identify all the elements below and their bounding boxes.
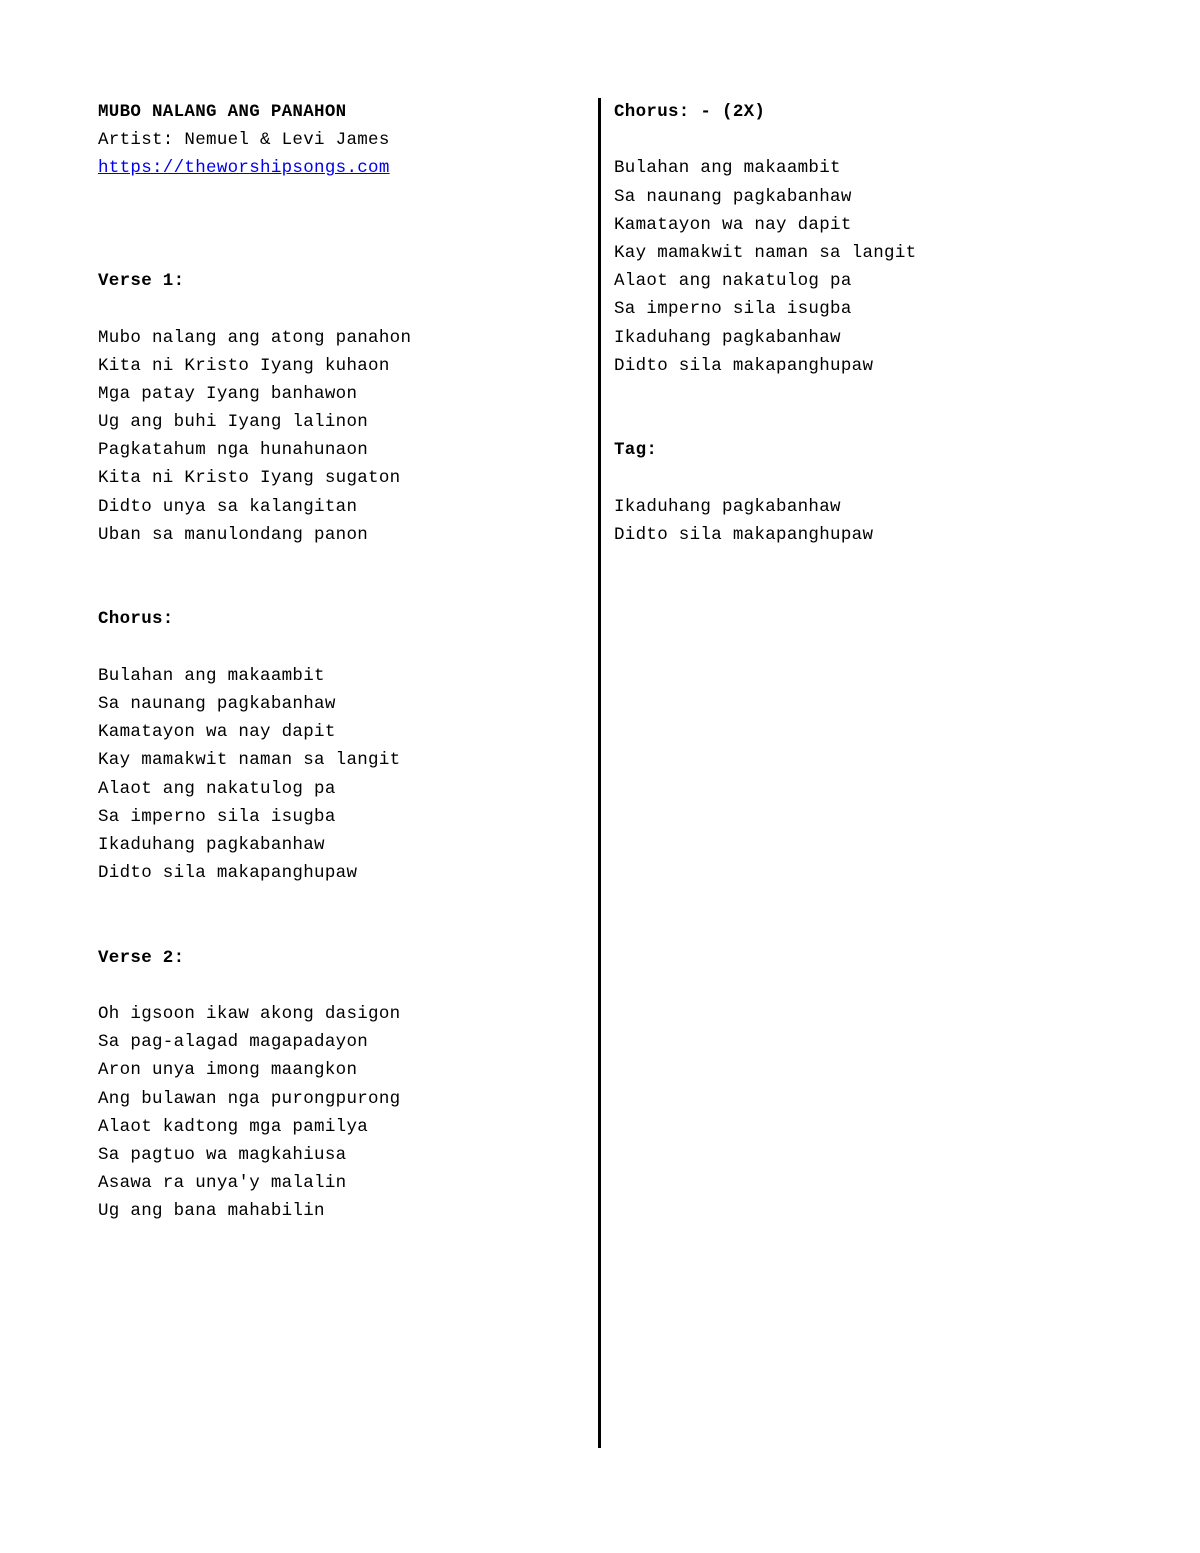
lyric-line: Sa imperno sila isugba: [98, 806, 336, 827]
lyric-line: Oh igsoon ikaw akong dasigon: [98, 1004, 401, 1024]
lyric-line: Sa naunang pagkabanhaw: [98, 693, 336, 714]
lyric-line: Ikaduhang pagkabanhaw: [614, 496, 841, 517]
source-link-row: [98, 154, 578, 182]
source-link[interactable]: https://theworshipsongs.com: [98, 158, 390, 179]
lyric-line: Mga patay Iyang banhawon: [98, 383, 358, 404]
column-divider: [598, 98, 601, 1448]
lyric-line: Aron unya imong maangkon: [98, 1060, 358, 1081]
song-title: MUBO NALANG ANG PANAHON: [98, 102, 347, 122]
section-verse-1: [98, 267, 578, 549]
lyric-line: Ikaduhang pagkabanhaw: [98, 834, 325, 855]
lyric-line: Asawa ra unya'y malalin: [98, 1173, 347, 1194]
lyric-line: Alaot kadtong mga pamilya: [98, 1116, 369, 1137]
lyric-line: Alaot ang nakatulog pa: [98, 778, 336, 799]
section-chorus-repeat: [614, 98, 1094, 380]
lyric-line: Ang bulawan nga purongpurong: [98, 1088, 401, 1109]
lyric-line: Sa naunang pagkabanhaw: [614, 186, 852, 207]
section-heading: Chorus: - (2X): [614, 102, 766, 122]
lyric-line: Sa imperno sila isugba: [614, 299, 852, 320]
lyric-line: Pagkatahum nga hunahunaon: [98, 440, 369, 461]
section-heading: Tag:: [614, 440, 658, 461]
right-column: [614, 98, 1094, 549]
section-tag: [614, 436, 1094, 549]
lyric-line: Didto sila makapanghupaw: [98, 863, 358, 884]
lyric-line: Sa pag-alagad magapadayon: [98, 1032, 369, 1053]
lyric-line: Uban sa manulondang panon: [98, 524, 369, 545]
lyric-line: Kamatayon wa nay dapit: [98, 722, 336, 743]
lyric-line: Alaot ang nakatulog pa: [614, 271, 852, 292]
lyric-line: Kay mamakwit naman sa langit: [98, 750, 401, 771]
lyric-line: Kay mamakwit naman sa langit: [614, 242, 917, 263]
lyric-line: Bulahan ang makaambit: [98, 665, 325, 686]
section-heading: Verse 2:: [98, 947, 185, 968]
section-heading: Chorus:: [98, 609, 174, 630]
lyric-line: Kamatayon wa nay dapit: [614, 214, 852, 235]
section-chorus: [98, 605, 578, 887]
lyric-line: Mubo nalang ang atong panahon: [98, 327, 412, 348]
lyric-line: Bulahan ang makaambit: [614, 158, 841, 179]
lyric-line: Ikaduhang pagkabanhaw: [614, 327, 841, 348]
artist-line: Artist: Nemuel & Levi James: [98, 130, 390, 151]
section-heading: Verse 1:: [98, 271, 185, 292]
lyric-line: Kita ni Kristo Iyang sugaton: [98, 468, 401, 489]
lyric-line: Kita ni Kristo Iyang kuhaon: [98, 355, 390, 376]
lyric-line: Didto sila makapanghupaw: [614, 355, 874, 376]
section-verse-2: [98, 944, 578, 1226]
lyric-line: Ug ang bana mahabilin: [98, 1201, 325, 1222]
lyric-line: Ug ang buhi Iyang lalinon: [98, 412, 369, 433]
left-column: [98, 98, 578, 1226]
lyric-line: Sa pagtuo wa magkahiusa: [98, 1144, 347, 1165]
lyric-line: Didto sila makapanghupaw: [614, 524, 874, 545]
lyric-line: Didto unya sa kalangitan: [98, 496, 358, 517]
